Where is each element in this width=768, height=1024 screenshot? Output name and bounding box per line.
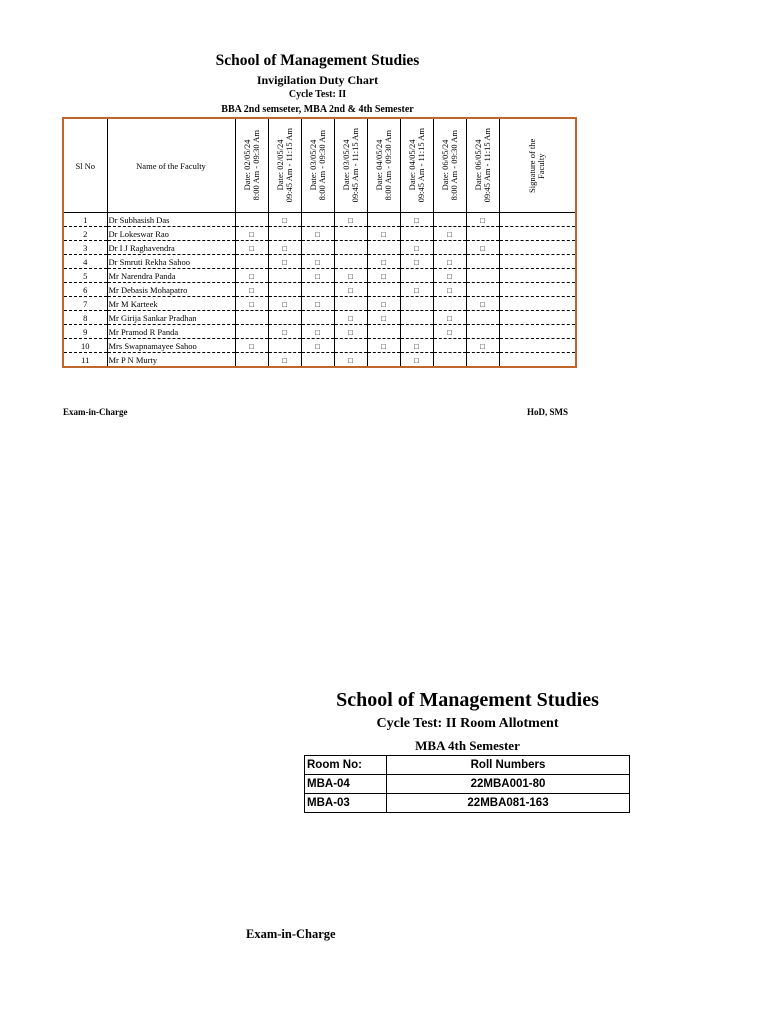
faculty-sl-no: 1 — [63, 213, 107, 227]
faculty-name: Dr Smruti Rekha Sahoo — [107, 255, 235, 269]
room-allotment-title: Cycle Test: II Room Allotment — [376, 716, 559, 731]
faculty-row — [63, 339, 576, 353]
duty-cell — [433, 283, 466, 297]
duty-checkbox-icon: □ — [282, 355, 287, 365]
duty-checkbox-icon: □ — [315, 229, 320, 239]
room-exam-in-charge: Exam-in-Charge — [246, 927, 336, 941]
duty-cell — [268, 353, 301, 368]
faculty-row — [63, 297, 576, 311]
signature-cell — [499, 269, 576, 283]
faculty-row — [63, 283, 576, 297]
room-row — [305, 775, 630, 794]
duty-cell — [268, 213, 301, 227]
duty-checkbox-icon: □ — [282, 215, 287, 225]
signature-cell — [499, 353, 576, 368]
signature-cell — [499, 255, 576, 269]
duty-checkbox-icon: □ — [381, 341, 386, 351]
duty-cell — [367, 241, 400, 255]
duty-checkbox-icon: □ — [447, 271, 452, 281]
duty-checkbox-icon: □ — [480, 299, 485, 309]
header-session-1 — [235, 118, 268, 213]
duty-checkbox-icon: □ — [249, 271, 254, 281]
duty-checkbox-icon: □ — [249, 299, 254, 309]
cycle-test-label: Cycle Test: II — [288, 89, 347, 100]
session-time: 09:45 Am - 11:15 Am — [349, 128, 360, 203]
duty-cell — [334, 283, 367, 297]
header-sl-no: Sl No — [63, 118, 107, 213]
duty-cell — [235, 311, 268, 325]
duty-cell — [268, 297, 301, 311]
duty-cell — [466, 213, 499, 227]
faculty-row — [63, 255, 576, 269]
duty-checkbox-icon: □ — [249, 285, 254, 295]
duty-checkbox-icon: □ — [282, 299, 287, 309]
session-date: Date: 06/05/24 — [472, 140, 483, 191]
duty-cell — [466, 255, 499, 269]
faculty-sl-no: 4 — [63, 255, 107, 269]
faculty-row — [63, 241, 576, 255]
duty-cell — [367, 339, 400, 353]
duty-cell — [235, 241, 268, 255]
duty-cell — [235, 353, 268, 368]
room-semester-label: MBA 4th Semester — [415, 738, 520, 753]
faculty-sl-no: 2 — [63, 227, 107, 241]
signature-header-label: Signature of the Faculty — [527, 138, 547, 193]
duty-cell — [235, 283, 268, 297]
duty-cell — [466, 325, 499, 339]
header-roll-numbers: Roll Numbers — [387, 756, 630, 775]
duty-cell — [466, 297, 499, 311]
duty-cell — [400, 353, 433, 368]
duty-cell — [400, 283, 433, 297]
faculty-sl-no: 10 — [63, 339, 107, 353]
session-date: Date: 02/05/24 — [241, 140, 252, 191]
room-row — [305, 794, 630, 813]
duty-cell — [466, 241, 499, 255]
duty-cell — [400, 311, 433, 325]
duty-cell — [433, 325, 466, 339]
duty-cell — [400, 297, 433, 311]
signature-cell — [499, 297, 576, 311]
room-allotment-table — [304, 755, 630, 813]
session-time: 8:00 Am - 09:30 Am — [250, 130, 261, 201]
exam-in-charge-signature: Exam-in-Charge — [63, 407, 128, 417]
invigilation-duty-table — [62, 117, 577, 368]
signature-cell — [499, 325, 576, 339]
duty-cell — [301, 269, 334, 283]
hod-signature: HoD, SMS — [527, 407, 569, 417]
header-session-7 — [433, 118, 466, 213]
room-table-header — [305, 756, 630, 775]
duty-cell — [400, 339, 433, 353]
faculty-name: Mr Narendra Panda — [107, 269, 235, 283]
duty-checkbox-icon: □ — [381, 271, 386, 281]
duty-checkbox-icon: □ — [282, 257, 287, 267]
duty-cell — [301, 339, 334, 353]
duty-cell — [367, 353, 400, 368]
duty-cell — [301, 325, 334, 339]
duty-checkbox-icon: □ — [348, 215, 353, 225]
duty-checkbox-icon: □ — [348, 327, 353, 337]
duty-cell — [268, 269, 301, 283]
duty-cell — [268, 241, 301, 255]
duty-checkbox-icon: □ — [414, 243, 419, 253]
duty-cell — [400, 241, 433, 255]
faculty-row — [63, 269, 576, 283]
signature-cell — [499, 339, 576, 353]
duty-cell — [367, 213, 400, 227]
duty-cell — [433, 311, 466, 325]
duty-checkbox-icon: □ — [282, 243, 287, 253]
faculty-sl-no: 3 — [63, 241, 107, 255]
faculty-row — [63, 227, 576, 241]
header-session-8 — [466, 118, 499, 213]
duty-checkbox-icon: □ — [315, 299, 320, 309]
duty-cell — [334, 297, 367, 311]
duty-cell — [334, 353, 367, 368]
duty-cell — [235, 227, 268, 241]
duty-cell — [301, 297, 334, 311]
duty-cell — [301, 213, 334, 227]
header-session-3 — [301, 118, 334, 213]
duty-checkbox-icon: □ — [315, 341, 320, 351]
duty-cell — [400, 269, 433, 283]
duty-cell — [334, 269, 367, 283]
duty-cell — [235, 297, 268, 311]
duty-cell — [433, 353, 466, 368]
duty-cell — [466, 311, 499, 325]
duty-cell — [334, 227, 367, 241]
signature-cell — [499, 283, 576, 297]
duty-cell — [367, 325, 400, 339]
duty-checkbox-icon: □ — [282, 327, 287, 337]
chart-title: Invigilation Duty Chart — [256, 73, 379, 87]
signature-cell — [499, 241, 576, 255]
duty-cell — [235, 325, 268, 339]
session-time: 8:00 Am - 09:30 Am — [382, 130, 393, 201]
header-session-2 — [268, 118, 301, 213]
semesters-label: BBA 2nd semseter, MBA 2nd & 4th Semester — [221, 104, 414, 115]
faculty-name: Mr Debasis Mohapatro — [107, 283, 235, 297]
duty-cell — [367, 297, 400, 311]
session-date: Date: 06/05/24 — [439, 140, 450, 191]
duty-cell — [400, 227, 433, 241]
duty-checkbox-icon: □ — [447, 313, 452, 323]
duty-cell — [268, 283, 301, 297]
school-title: School of Management Studies — [215, 52, 420, 69]
duty-cell — [466, 339, 499, 353]
duty-checkbox-icon: □ — [414, 215, 419, 225]
roll-range: 22MBA081-163 — [387, 794, 630, 813]
session-time: 09:45 Am - 11:15 Am — [415, 128, 426, 203]
duty-cell — [235, 213, 268, 227]
duty-checkbox-icon: □ — [348, 271, 353, 281]
duty-cell — [268, 339, 301, 353]
duty-cell — [334, 339, 367, 353]
duty-cell — [433, 269, 466, 283]
duty-checkbox-icon: □ — [414, 285, 419, 295]
duty-checkbox-icon: □ — [348, 313, 353, 323]
duty-cell — [400, 213, 433, 227]
duty-checkbox-icon: □ — [480, 215, 485, 225]
faculty-name: Dr Subhasish Das — [107, 213, 235, 227]
duty-checkbox-icon: □ — [249, 341, 254, 351]
faculty-sl-no: 9 — [63, 325, 107, 339]
faculty-sl-no: 7 — [63, 297, 107, 311]
duty-cell — [301, 227, 334, 241]
session-time: 09:45 Am - 11:15 Am — [481, 128, 492, 203]
duty-cell — [301, 255, 334, 269]
duty-checkbox-icon: □ — [348, 355, 353, 365]
faculty-name: Mr Pramod R Panda — [107, 325, 235, 339]
header-session-4 — [334, 118, 367, 213]
duty-checkbox-icon: □ — [249, 229, 254, 239]
duty-checkbox-icon: □ — [414, 257, 419, 267]
duty-checkbox-icon: □ — [414, 341, 419, 351]
session-date: Date: 04/05/24 — [406, 140, 417, 191]
duty-cell — [334, 213, 367, 227]
duty-cell — [235, 255, 268, 269]
duty-cell — [433, 339, 466, 353]
header-session-6 — [400, 118, 433, 213]
duty-cell — [433, 227, 466, 241]
duty-cell — [301, 283, 334, 297]
duty-cell — [334, 241, 367, 255]
faculty-sl-no: 11 — [63, 353, 107, 368]
duty-cell — [466, 269, 499, 283]
duty-cell — [466, 227, 499, 241]
duty-cell — [433, 297, 466, 311]
header-faculty-name: Name of the Faculty — [107, 118, 235, 213]
faculty-sl-no: 8 — [63, 311, 107, 325]
room-school-title: School of Management Studies — [336, 689, 599, 711]
duty-cell — [268, 227, 301, 241]
duty-cell — [268, 311, 301, 325]
duty-checkbox-icon: □ — [447, 285, 452, 295]
duty-cell — [334, 311, 367, 325]
duty-cell — [367, 255, 400, 269]
duty-checkbox-icon: □ — [480, 341, 485, 351]
faculty-sl-no: 6 — [63, 283, 107, 297]
roll-range: 22MBA001-80 — [387, 775, 630, 794]
faculty-row — [63, 311, 576, 325]
faculty-row — [63, 353, 576, 368]
duty-checkbox-icon: □ — [315, 327, 320, 337]
faculty-name: Mr M Karteek — [107, 297, 235, 311]
duty-checkbox-icon: □ — [447, 327, 452, 337]
duty-cell — [268, 325, 301, 339]
faculty-name: Dr Lokeswar Rao — [107, 227, 235, 241]
room-number: MBA-04 — [305, 775, 387, 794]
session-time: 8:00 Am - 09:30 Am — [448, 130, 459, 201]
faculty-row — [63, 325, 576, 339]
duty-checkbox-icon: □ — [414, 355, 419, 365]
room-number: MBA-03 — [305, 794, 387, 813]
duty-checkbox-icon: □ — [447, 229, 452, 239]
faculty-name: Mrs Swapnamayee Sahoo — [107, 339, 235, 353]
faculty-row — [63, 213, 576, 227]
session-time: 8:00 Am - 09:30 Am — [316, 130, 327, 201]
duty-checkbox-icon: □ — [381, 299, 386, 309]
duty-checkbox-icon: □ — [447, 257, 452, 267]
duty-cell — [268, 255, 301, 269]
header-room-no: Room No: — [305, 756, 387, 775]
duty-cell — [433, 255, 466, 269]
duty-checkbox-icon: □ — [249, 243, 254, 253]
duty-checkbox-icon: □ — [348, 285, 353, 295]
duty-cell — [301, 353, 334, 368]
duty-checkbox-icon: □ — [381, 313, 386, 323]
duty-cell — [334, 325, 367, 339]
session-date: Date: 03/05/24 — [340, 140, 351, 191]
session-time: 09:45 Am - 11:15 Am — [283, 128, 294, 203]
duty-cell — [334, 255, 367, 269]
faculty-name: Mr Girija Sankar Pradhan — [107, 311, 235, 325]
duty-checkbox-icon: □ — [381, 229, 386, 239]
duty-cell — [301, 241, 334, 255]
duty-cell — [235, 269, 268, 283]
duty-cell — [367, 269, 400, 283]
faculty-name: Dr I J Raghavendra — [107, 241, 235, 255]
duty-cell — [301, 311, 334, 325]
header-session-5 — [367, 118, 400, 213]
duty-cell — [433, 241, 466, 255]
session-date: Date: 02/05/24 — [274, 140, 285, 191]
signature-cell — [499, 213, 576, 227]
duty-cell — [400, 255, 433, 269]
duty-cell — [466, 353, 499, 368]
duty-checkbox-icon: □ — [381, 257, 386, 267]
session-date: Date: 04/05/24 — [373, 140, 384, 191]
faculty-name: Mr P N Murty — [107, 353, 235, 368]
duty-checkbox-icon: □ — [315, 271, 320, 281]
duty-cell — [367, 311, 400, 325]
header-signature — [499, 118, 576, 213]
duty-cell — [367, 227, 400, 241]
signature-cell — [499, 227, 576, 241]
signature-cell — [499, 311, 576, 325]
duty-checkbox-icon: □ — [480, 243, 485, 253]
duty-cell — [466, 283, 499, 297]
duty-cell — [235, 339, 268, 353]
duty-cell — [433, 213, 466, 227]
duty-cell — [367, 283, 400, 297]
session-date: Date: 03/05/24 — [307, 140, 318, 191]
faculty-sl-no: 5 — [63, 269, 107, 283]
duty-cell — [400, 325, 433, 339]
duty-checkbox-icon: □ — [315, 257, 320, 267]
